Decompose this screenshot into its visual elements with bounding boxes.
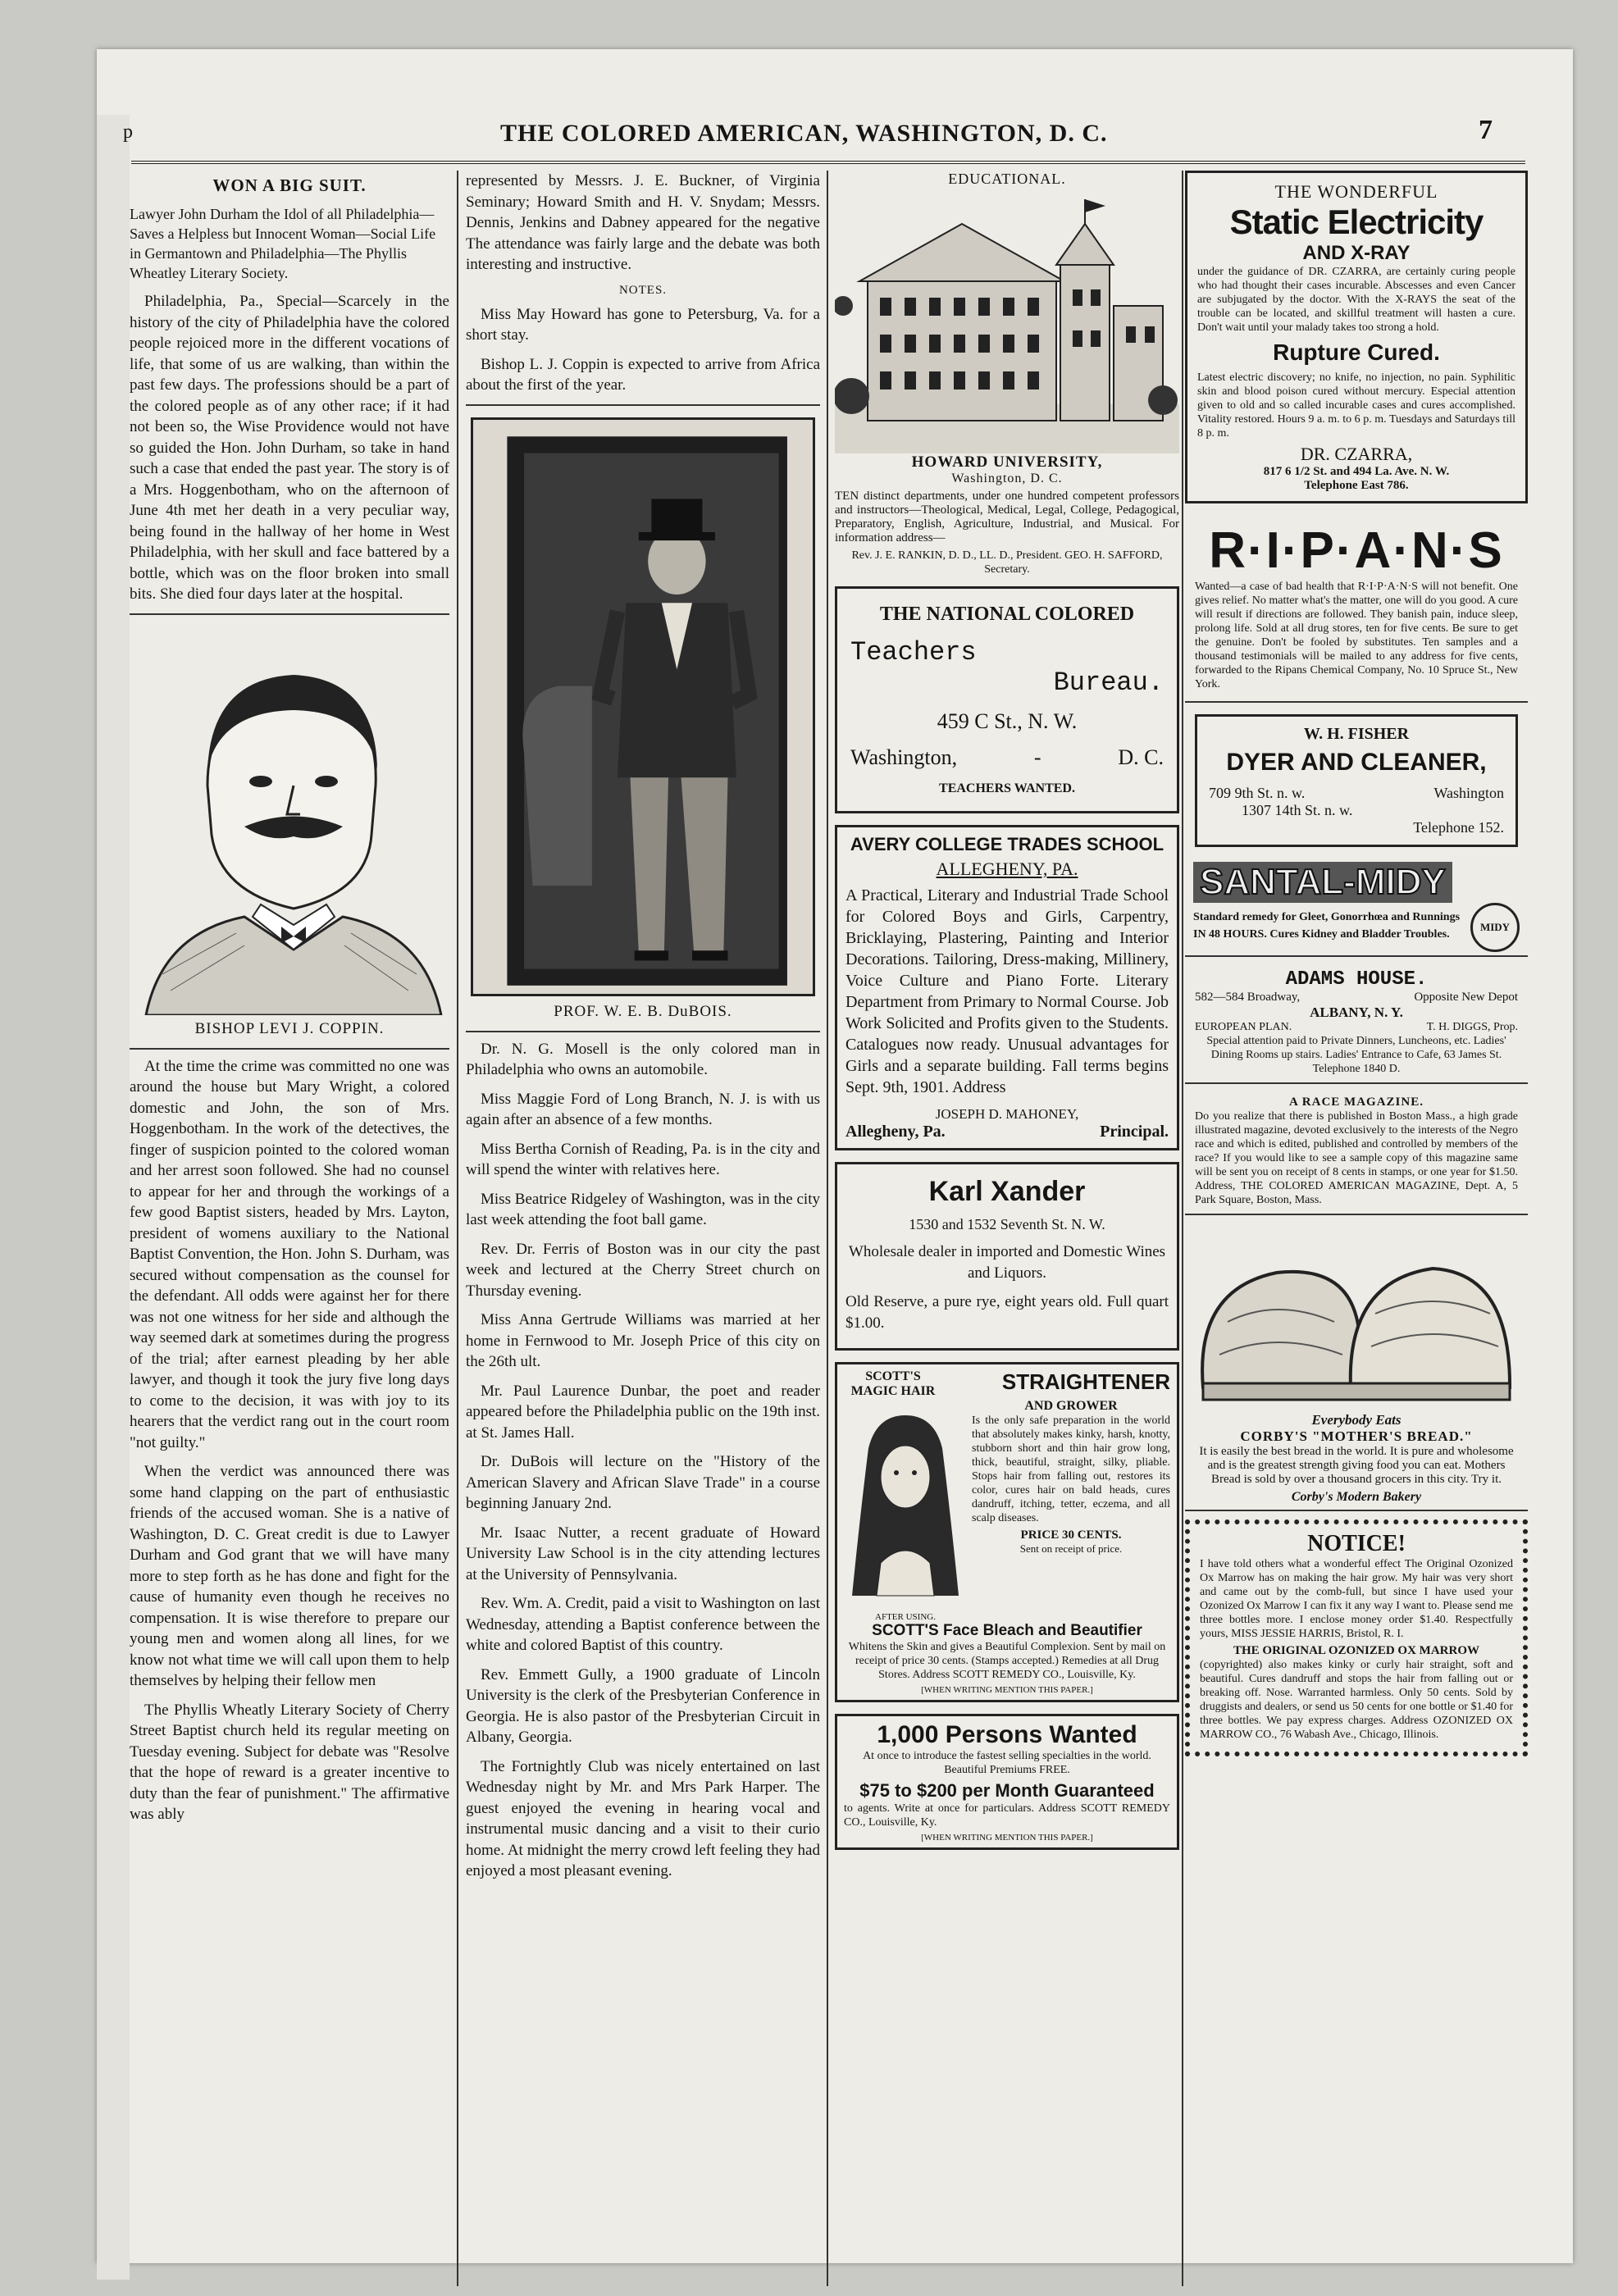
note-item: Miss Beatrice Ridgeley of Washington, was in the city last week attending the foot ball game. — [466, 1190, 820, 1228]
rupture-text: Latest electric discovery; no knife, no injection, no pain. Syphilitic skin and blood poison cured without mercury. Especial attention given to old and so called incurable cases and cures accomplished. Vitality restored. Hours 9 a. m. to 6 p. m. Tuesdays and Saturdays till 8 p. m. — [1197, 371, 1515, 440]
kx-text: Wholesale dealer in imported and Domestic Wines and Liquors. — [848, 1243, 1166, 1282]
static-xray: AND X-RAY — [1302, 242, 1411, 264]
avery-college-ad — [835, 825, 1179, 1150]
ox-marrow-notice-ad — [1185, 1519, 1528, 1756]
photo-caption: PROF. W. E. B. DuBOIS. — [554, 1002, 732, 1020]
note-item: Mr. Paul Laurence Dunbar, the poet and reader appeared before the Philadelphia public on the 19th inst. at St. James Hall. — [466, 1382, 820, 1442]
fisher-name: W. H. FISHER — [1303, 725, 1410, 743]
portrait-bishop-coppin — [130, 622, 449, 1015]
masthead — [123, 115, 1525, 164]
static-title: Static Electricity — [1229, 203, 1484, 241]
note-item: Dr. N. G. Mosell is the only colored man in Philadelphia who owns an automobile. — [466, 1040, 820, 1078]
column-1 — [130, 171, 449, 1834]
rupture-title: Rupture Cured. — [1273, 339, 1440, 365]
wanted-title: 1,000 Persons Wanted — [877, 1721, 1137, 1748]
kx-price: Old Reserve, a pure rye, eight years old. Full quart $1.00. — [845, 1293, 1169, 1332]
portrait-engraving — [130, 622, 449, 1015]
adams-plan: EUROPEAN PLAN. — [1195, 1021, 1292, 1033]
adams-city: ALBANY, N. Y. — [1310, 1004, 1403, 1020]
santal-text1: Standard remedy for Gleet, Gonorrhœa and Runnings — [1193, 911, 1461, 923]
note-item: Mr. Isaac Nutter, a recent graduate of Howard University Law School is in the city attending lectures at the University of Pennsylvania. — [466, 1524, 820, 1583]
fisher-phone: Telephone 152. — [1413, 819, 1504, 836]
adams-plan-row — [1195, 1021, 1518, 1034]
note-item: Miss Bertha Cornish of Reading, Pa. is in the city and will spend the winter with relatives here. — [466, 1140, 820, 1178]
wanted-text: At once to introduce the fastest selling specialties in the world. Beautiful Premiums FREE. — [863, 1750, 1151, 1776]
note-item: Miss Anna Gertrude Williams was married at her home in Fernwood to Mr. Joseph Price of this city on the 26th ult. — [466, 1311, 820, 1370]
notice-text: I have told others what a wonderful effect The Original Ozonized Ox Marrow has on making the hair grow. My hair was very short and came out by the comb-full, but since I have used your Ozonized Ox Marrow I can fix it any way I want to. Please send me three bottles more. I enclose money order $1.40. Respectfully yours, MISS JESSIE HARRIS, Bristol, R. I. — [1200, 1558, 1513, 1640]
scott-head1: SCOTT'S MAGIC HAIR — [850, 1369, 936, 1398]
adams-prop: T. H. DIGGS, Prop. — [1426, 1021, 1518, 1033]
ntb-wanted: TEACHERS WANTED. — [939, 781, 1075, 795]
notice-title: NOTICE! — [1307, 1531, 1406, 1556]
czarra-phone: Telephone East 786. — [1304, 479, 1409, 492]
kx-address: 1530 and 1532 Seventh St. N. W. — [909, 1216, 1105, 1232]
scott-price: PRICE 30 CENTS. — [1020, 1528, 1122, 1542]
scott-mention: [WHEN WRITING MENTION THIS PAPER.] — [921, 1685, 1093, 1695]
scott-after: AFTER USING. — [875, 1612, 936, 1622]
santal-title: SANTAL-MIDY — [1193, 862, 1452, 903]
scott-face-title: SCOTT'S Face Bleach and Beautifier — [872, 1622, 1142, 1639]
czarra-name: DR. CZARRA, — [1300, 444, 1413, 464]
ntb-dash: - — [1033, 745, 1041, 769]
notice-text2: (copyrighted) also makes kinky or curly hair straight, soft and beautiful. Cures dandruff and stops the hair from falling out or breaking off. Nose. Warranted harmless. Only 50 cents. Sold by druggists and dealers, or send us 50 cents for one bottle or $1.40 for three bottles. We pay express charges. Address OZONIZED OX MARROW CO., 76 Wabash Ave., Chicago, Illinois. — [1200, 1659, 1513, 1741]
masthead-left-mark: p — [123, 121, 133, 143]
wanted-mention: [WHEN WRITING MENTION THIS PAPER.] — [921, 1833, 1093, 1843]
ripans-text: Wanted—a case of bad health that R·I·P·A·N·S will not benefit. One gives relief. No matter what's the matter, one will do you good. A cure will result if directions are followed. They banish pain, induce sleep, prolong life. Sold at all drug stores, ten for five cents. Be sure to get the genuine. Don't be fooled by substitutes. Ten samples and a thousand testimonials will be mailed to any address for five cents, forwarded to the Ripans Chemical Company, No. 10 Spruce St., New York. — [1195, 581, 1518, 690]
avery-signature-row — [845, 1123, 1169, 1141]
divider — [130, 1048, 449, 1050]
article-paragraph: represented by Messrs. J. E. Buckner, of Virginia Seminary; Howard Smith and H. V. Snydam; Messrs. Dennis, Jenkins and Dabney appeared for the negative The attendance was fairly large and the debate was both interesting and instructive. — [466, 172, 820, 273]
scott-head3: AND GROWER — [1024, 1399, 1118, 1413]
adams-house-ad — [1185, 965, 1528, 1084]
ntb-line1: THE NATIONAL COLORED — [879, 604, 1135, 625]
adams-address: 582—584 Broadway, — [1195, 991, 1301, 1004]
national-teachers-bureau-ad — [835, 586, 1179, 813]
column-rule — [457, 171, 458, 2286]
adams-addr-row — [1195, 991, 1518, 1004]
portrait-caption: BISHOP LEVI J. COPPIN. — [194, 1019, 385, 1037]
santal-seal: MIDY — [1470, 903, 1520, 952]
persons-wanted-ad — [835, 1714, 1179, 1850]
howard-officers: Rev. J. E. RANKIN, D. D., LL. D., President. GEO. H. SAFFORD, Secretary. — [851, 549, 1163, 576]
column-rule — [1182, 171, 1183, 2286]
corbys-bread-ad — [1185, 1223, 1528, 1511]
bread-text: It is easily the best bread in the world. It is pure and wholesome and is the greatest strength giving food you can eat. Mothers Bread is sold by over a thousand grocers in this city. Try it. — [1199, 1445, 1514, 1486]
column-rule — [827, 171, 828, 2286]
divider — [466, 1031, 820, 1032]
czarra-address: 817 6 1/2 St. and 494 La. Ave. N. W. — [1263, 465, 1450, 478]
fisher-city: Washington — [1433, 785, 1504, 801]
howard-university-engraving — [835, 191, 1179, 453]
scott-head-row — [844, 1369, 1170, 1399]
race-text: Do you realize that there is published in Boston Mass., a high grade illustrated magazine, devoted exclusively to the interests of the Negro race and which is edited, published and controlled by members of the race? If you would like to see a sample copy of this magazine same will be sent you on receipt of 8 cents in stamps, or one year for $1.50. Address, THE COLORED AMERICAN MAGAZINE, Dept. A, 5 Park Square, Boston, Mass. — [1195, 1110, 1518, 1206]
page-edge — [97, 115, 130, 2280]
scott-copy — [967, 1399, 1170, 1622]
fisher-addr1: 709 9th St. n. w. — [1209, 785, 1306, 801]
wanted-money: $75 to $200 per Month Guaranteed — [859, 1780, 1155, 1801]
ntb-line2: Teachers — [850, 637, 977, 667]
avery-city2: Allegheny, Pa. — [845, 1123, 946, 1141]
note-item: Bishop L. J. Coppin is expected to arrive from Africa about the first of the year. — [466, 355, 820, 394]
howard-title: HOWARD UNIVERSITY, — [911, 453, 1103, 471]
static-top: THE WONDERFUL — [1274, 181, 1438, 202]
notice-product: THE ORIGINAL OZONIZED OX MARROW — [1233, 1644, 1480, 1657]
scott-text: Is the only safe preparation in the world that absolutely makes kinky, harsh, knotty, stubborn short and thin hair grow long, thick, beautiful, straight, silky, pliable. Stops hair from falling out, restores its color, cures hair on bald heads, cures dandruff, itching, tetter, eczema, and all scalp diseases. — [972, 1414, 1170, 1524]
bread-loaves-illustration — [1195, 1223, 1518, 1412]
howard-text: TEN distinct departments, under one hundred competent professors and instructors—Theological, Medical, Legal, College, Pedagogical, Preparatory, English, Agriculture, Industrial, and Musical. For information address— — [835, 490, 1179, 544]
santal-copy — [1193, 910, 1470, 945]
scott-head2: STRAIGHTENER — [1001, 1369, 1170, 1394]
bread-eats: Everybody Eats — [1311, 1412, 1402, 1428]
santal-text2: IN 48 HOURS. Cures Kidney and Bladder Troubles. — [1193, 928, 1450, 941]
note-item: Miss Maggie Ford of Long Branch, N. J. is with us again after an absence of a few months. — [466, 1090, 820, 1128]
karl-xander-ad — [835, 1162, 1179, 1351]
bread-name: CORBY'S "MOTHER'S BREAD." — [1240, 1428, 1473, 1444]
page-number: 7 — [1479, 115, 1493, 145]
fisher-title: DYER AND CLEANER, — [1226, 749, 1487, 776]
note-item: Rev. Dr. Ferris of Boston was in our city the past week and lectured at the Cherry Street church on Thursday evening. — [466, 1240, 820, 1300]
subheadline: Lawyer John Durham the Idol of all Philadelphia—Saves a Helpless but Innocent Woman—Social Life in Germantown and Philadelphia—The Phyllis Wheatley Literary Society. — [130, 206, 436, 281]
wanted-tail: to agents. Write at once for particulars. Address SCOTT REMEDY CO., Louisville, Ky. — [844, 1802, 1170, 1829]
photo-image — [473, 420, 813, 994]
avery-role: Principal. — [1100, 1123, 1169, 1141]
note-item: Rev. Wm. A. Credit, paid a visit to Washington on last Wednesday, attending a Baptist conference between the white and colored Baptist of this country. — [466, 1595, 820, 1654]
fisher-addr2: 1307 14th St. n. w. — [1242, 802, 1353, 818]
educational-heading: EDUCATIONAL. — [948, 171, 1066, 187]
headline: WON A BIG SUIT. — [212, 175, 367, 195]
ripans-title: R·I·P·A·N·S — [1209, 522, 1504, 579]
article-paragraph: Philadelphia, Pa., Special—Scarcely in the history of the city of Philadelphia have the colored people rejoiced more in the different vocations of life, that some of us are walking, than within the past few days. The professions should be a part of the colored people as of any other race; if it had not been so, the Wise Providence would not have so guided the Hon. John Durham, so take in hand such a case that ended the past year. The story is of a Mrs. Hoggenbotham, who on the afternoon of June 4th met her death in a very peculiar way, being found in the hallway of her home in West Philadelphia, with her skull and face battered by a bottle, which was on the floor broken into small bits. She died four days later at the hospital. — [130, 293, 449, 603]
static-text: under the guidance of DR. CZARRA, are certainly curing people who had thought their cases incurable. Abscesses and even Cancer are subjugated by the doctor. With the X-RAYS the seat of the trouble can be located, and skillful treatment will hasten a cure. Don't wait until your malady takes too strong a hold. — [1197, 266, 1515, 334]
scott-illustration — [844, 1399, 967, 1622]
scott-body — [844, 1399, 1170, 1622]
article-paragraph: The Phyllis Wheatly Literary Society of Cherry Street Baptist church held its regular meeting on Tuesday evening. Subject for debate was "Resolve that the hope of reward is a greater incentive to duty than the fear of punishment." The affirmative was ably — [130, 1701, 449, 1823]
ripans-ad — [1185, 515, 1528, 703]
column-4 — [1185, 171, 1528, 1756]
scott-price-sub: Sent on receipt of price. — [1019, 1542, 1123, 1555]
fisher-addr-row — [1209, 785, 1504, 802]
howard-subtitle: Washington, D. C. — [951, 472, 1063, 485]
ntb-dc: D. C. — [1118, 745, 1164, 769]
adams-opposite: Opposite New Depot — [1414, 991, 1518, 1004]
ntb-line3: Bureau. — [1053, 667, 1164, 698]
adams-text: Special attention paid to Private Dinners, Luncheons, etc. Ladies' Dining Rooms up stairs. Ladies' Entrance to Cafe, 63 James St. Telephone 1840 D. — [1206, 1035, 1506, 1075]
static-electricity-ad — [1185, 171, 1528, 503]
kx-title: Karl Xander — [928, 1176, 1086, 1207]
masthead-title: THE COLORED AMERICAN, WASHINGTON, D. C. — [500, 120, 1108, 147]
article-paragraph: At the time the crime was committed no one was around the house but Mary Wright, a colored domestic and John, the son of Mrs. Hoggenbotham. In the work of the detectives, the finger of suspicion pointed to the colored woman and her arrest soon followed. She had no counsel to appear for her and through the workings of a few good Baptist sisters, headed by Mrs. Layton, president of womens auxiliary to the National Baptist Convention, the Hon. John S. Durham, was secured without compensation as the counsel for the defendant. All odds were against her for there was not one witness for her side and although the way seemed dark at sometimes during the progress of the trial; after earnest pleading by her able lawyer, and though it took the jury five long days to come to the decision, it was with joy to its hearers that the verdict rang out in the court room "not guilty." — [130, 1057, 449, 1451]
scott-face-text: Whitens the Skin and gives a Beautiful Complexion. Sent by mail on receipt of price 30 cents. (Stamps accepted.) Remedies at all Drug Stores. Address SCOTT REMEDY CO., Louisville, Ky. — [848, 1641, 1166, 1681]
ntb-city: Washington, — [850, 745, 958, 769]
note-item: Dr. DuBois will lecture on the "History of the American Slavery and African Slave Trade" in a course beginning January 2nd. — [466, 1453, 820, 1512]
notes-heading: NOTES. — [618, 283, 668, 297]
ntb-address: 459 C St., N. W. — [937, 709, 1078, 733]
woman-portrait — [844, 1399, 967, 1612]
avery-text: A Practical, Literary and Industrial Trade School for Colored Boys and Girls, Carpentry, Bricklaying, Plastering, Painting and Interior Decorations. Tailoring, Dress-making, Millinery, Voice Culture and Piano Forte. Literary Department from Primary to Normal Course. Job Work Solicited and Profits given to the Students. Catalogues now ready. Unusual advantages for Girls and a separate building. Fall terms begins Sept. 9th, 1901. Address — [845, 886, 1169, 1096]
scotts-hair-ad — [835, 1362, 1179, 1702]
adams-title: ADAMS HOUSE. — [1285, 968, 1428, 991]
note-item: Miss May Howard has gone to Petersburg, Va. for a short stay. — [466, 305, 820, 344]
race-title: A RACE MAGAZINE. — [1289, 1096, 1424, 1109]
avery-title: AVERY COLLEGE TRADES SCHOOL — [850, 834, 1165, 854]
bread-bakery: Corby's Modern Bakery — [1291, 1490, 1422, 1504]
santal-midy-ad — [1185, 859, 1528, 957]
santal-body — [1193, 903, 1520, 952]
race-magazine-ad — [1185, 1092, 1528, 1215]
avery-name: JOSEPH D. MAHONEY, — [935, 1106, 1079, 1122]
avery-city: ALLEGHENY, PA. — [936, 859, 1078, 879]
ntb-city-row — [850, 745, 1164, 770]
column-3 — [835, 171, 1179, 1861]
fisher-ad — [1195, 714, 1518, 847]
divider — [466, 404, 820, 406]
article-paragraph: When the verdict was announced there was some hand clapping on the part of enthusiastic friends of the accused woman. She is a native of Washington, D. C. Great credit is due to Lawyer Durham and God grant that we will have many more to step forth as he has done and fight for the cause of humanity even though he receives no compensation. It is wise therefore to prepare our young men and women along all lines, for we know not what time we will call upon them to help themselves by helping their fellow men — [130, 1463, 449, 1689]
divider — [130, 613, 449, 615]
photo-dubois — [471, 417, 815, 996]
note-item: The Fortnightly Club was nicely entertained on last Wednesday night by Mr. and Mrs Park Harper. The guest enjoyed the evening in hearing vocal and instrumental music dancing and a visit to their curio home. At midnight the merry crowd left feeling they had enjoyed a most pleasant evening. — [466, 1757, 820, 1879]
note-item: Rev. Emmett Gully, a 1900 graduate of Lincoln University is the clerk of the Presbyterian Conference in Georgia. He is also pastor of the Presbyterian Circuit in Albany, Georgia. — [466, 1665, 820, 1746]
column-2 — [466, 171, 820, 1890]
